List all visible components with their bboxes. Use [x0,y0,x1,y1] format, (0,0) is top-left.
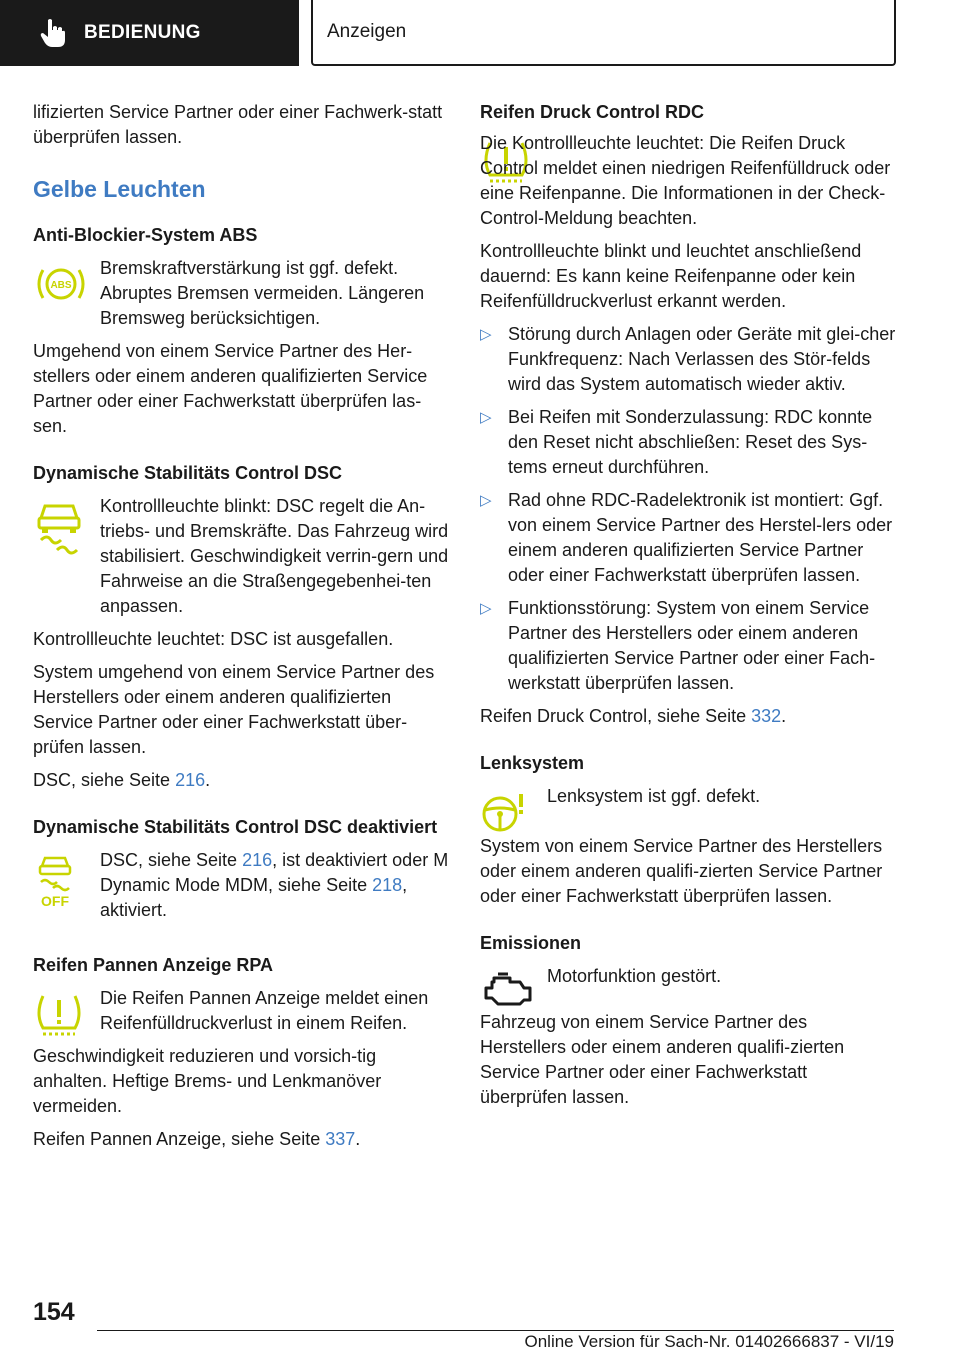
section-tab [0,0,299,66]
steering-warning-icon [480,790,528,834]
dsc-off-heading: Dynamische Stabilitäts Control DSC deaktiviert [33,817,438,837]
intro-text: lifizierten Service Partner oder einer Fachwerk-statt überprüfen lassen. [33,102,443,147]
rpa-block [33,986,451,1044]
hand-pointer-icon [40,18,66,48]
dsc-off-page-link-2[interactable]: 218 [372,875,403,895]
triangle-bullet-icon: ▷ [480,600,492,617]
chapter-title: Anzeigen [327,21,407,42]
footer-online-version: Online Version für Sach-Nr. 01402666837 - VI/19 [524,1332,894,1351]
triangle-bullet-icon: ▷ [480,492,492,509]
rpa-icon-text-2: Geschwindigkeit reduzieren und vorsich-tig anhalten. Heftige Brems- und Lenkmanöver vermeiden. [33,1046,382,1116]
dsc-page-link[interactable]: 216 [175,770,206,790]
rpa-icon-text-1: Die Reifen Pannen Anzeige meldet einen Reifenfülldruckverlust in einem Reifen. [100,988,429,1033]
tire-pressure-warning-icon [33,992,85,1040]
abs-heading: Anti-Blockier-System ABS [33,225,258,245]
rdc-page-link[interactable]: 332 [751,706,782,726]
dsc-off-icon-label: OFF [41,893,69,909]
list-item: ▷ Funktionsstörung: System von einem Service Partner des Herstellers oder einem anderen qualifizierten Service Partner oder einer Fach-werkstatt überprüfen lassen. [480,598,876,693]
footer-divider [97,1330,894,1331]
emissions-text-1: Motorfunktion gestört. [547,966,722,986]
rpa-heading: Reifen Pannen Anzeige RPA [33,955,274,975]
steering-heading: Lenksystem [480,753,585,773]
section-title: BEDIENUNG [84,22,201,43]
dsc-off-icon [33,854,77,910]
triangle-bullet-icon: ▷ [480,326,492,343]
rdc-reference: Reifen Druck Control, siehe Seite 332. [480,706,787,726]
list-item: ▷ Störung durch Anlagen oder Geräte mit glei-cher Funkfrequenz: Nach Verlassen des Stör-felds wird das System automatisch wieder aktiv. [480,324,896,394]
emissions-heading: Emissionen [480,933,582,953]
rdc-bullet-list [480,322,898,696]
engine-warning-icon [480,970,536,1010]
rdc-heading: Reifen Druck Control RDC [480,102,705,122]
dsc-block [33,494,451,627]
dsc-off-text: DSC, siehe Seite 216, ist deaktiviert oder M Dynamic Mode MDM, siehe Seite 218, aktiviert. [100,850,449,920]
emissions-text-2: Fahrzeug von einem Service Partner des Herstellers oder einem anderen qualifi-zierten Service Partner oder einer Fachwerkstatt überprüfen lassen. [480,1012,845,1107]
dsc-icon-text: Kontrollleuchte blinkt: DSC regelt die An-triebs- und Bremskräfte. Das Fahrzeug wird stabilisiert. Geschwindigkeit verrin-gern und Fahrweise an die Straßengegebenhei-ten anpassen. [100,496,449,616]
list-item: ▷ Rad ohne RDC-Radelektronik ist montiert: Ggf. von einem Service Partner des Herstel-lers oder einem anderen qualifizierten Service Partner oder einer Fachwerkstatt überprüfen lassen. [480,490,893,585]
dsc-off-block [33,848,451,931]
abs-icon-text: Bremskraftverstärkung ist ggf. defekt. Abruptes Bremsen vermeiden. Längeren Bremsweg berücksichtigen. [100,258,425,328]
list-item: ▷ Bei Reifen mit Sonderzulassung: RDC konnte den Reset nicht abschließen: Reset des Sys-tems erneut durchführen. [480,407,873,477]
rdc-p1: Kontrollleuchte blinkt und leuchtet anschließend dauernd: Es kann keine Reifenpanne oder kein Reifenfülldruckverlust erkannt werden. [480,241,862,311]
rpa-page-link[interactable]: 337 [325,1129,356,1149]
abs-warning-icon [33,262,89,306]
steering-text-1: Lenksystem ist ggf. defekt. [547,786,761,806]
abs-icon-label: ABS [50,280,72,291]
triangle-bullet-icon: ▷ [480,409,492,426]
page-header [0,0,960,66]
rpa-reference: Reifen Pannen Anzeige, siehe Seite 337. [33,1129,361,1149]
rdc-icon-text: Die Kontrollleuchte leuchtet: Die Reifen Druck Control meldet einen niedrigen Reifenfülldruck oder eine Reifenpanne. Die Informationen in der Check-Control-Meldung beachten. [480,133,891,228]
right-column [480,100,898,1118]
left-column [33,100,451,1160]
steering-text-2: System von einem Service Partner des Herstellers oder einem anderen qualifi-zierten Service Partner oder einer Fachwerkstatt überprüfen lassen. [480,836,883,906]
steering-block [480,784,898,834]
abs-body: Umgehend von einem Service Partner des Her-stellers oder einem anderen qualifizierten Service Partner oder einer Fachwerkstatt überprüfen las-sen. [33,341,428,436]
page-number: 154 [33,1298,75,1326]
dsc-heading: Dynamische Stabilitäts Control DSC [33,463,343,483]
dsc-warning-icon [33,500,85,556]
chapter-tab [311,0,896,66]
dsc-reference: DSC, siehe Seite 216. [33,770,211,790]
emissions-block [480,964,898,1010]
section-heading: Gelbe Leuchten [33,176,206,202]
dsc-p1: Kontrollleuchte leuchtet: DSC ist ausgefallen. [33,629,394,649]
dsc-off-page-link-1[interactable]: 216 [242,850,273,870]
abs-block [33,256,451,339]
dsc-p2: System umgehend von einem Service Partner des Herstellers oder einem anderen qualifizierten Service Partner oder einer Fachwerkstatt über-prüfen lassen. [33,662,435,757]
